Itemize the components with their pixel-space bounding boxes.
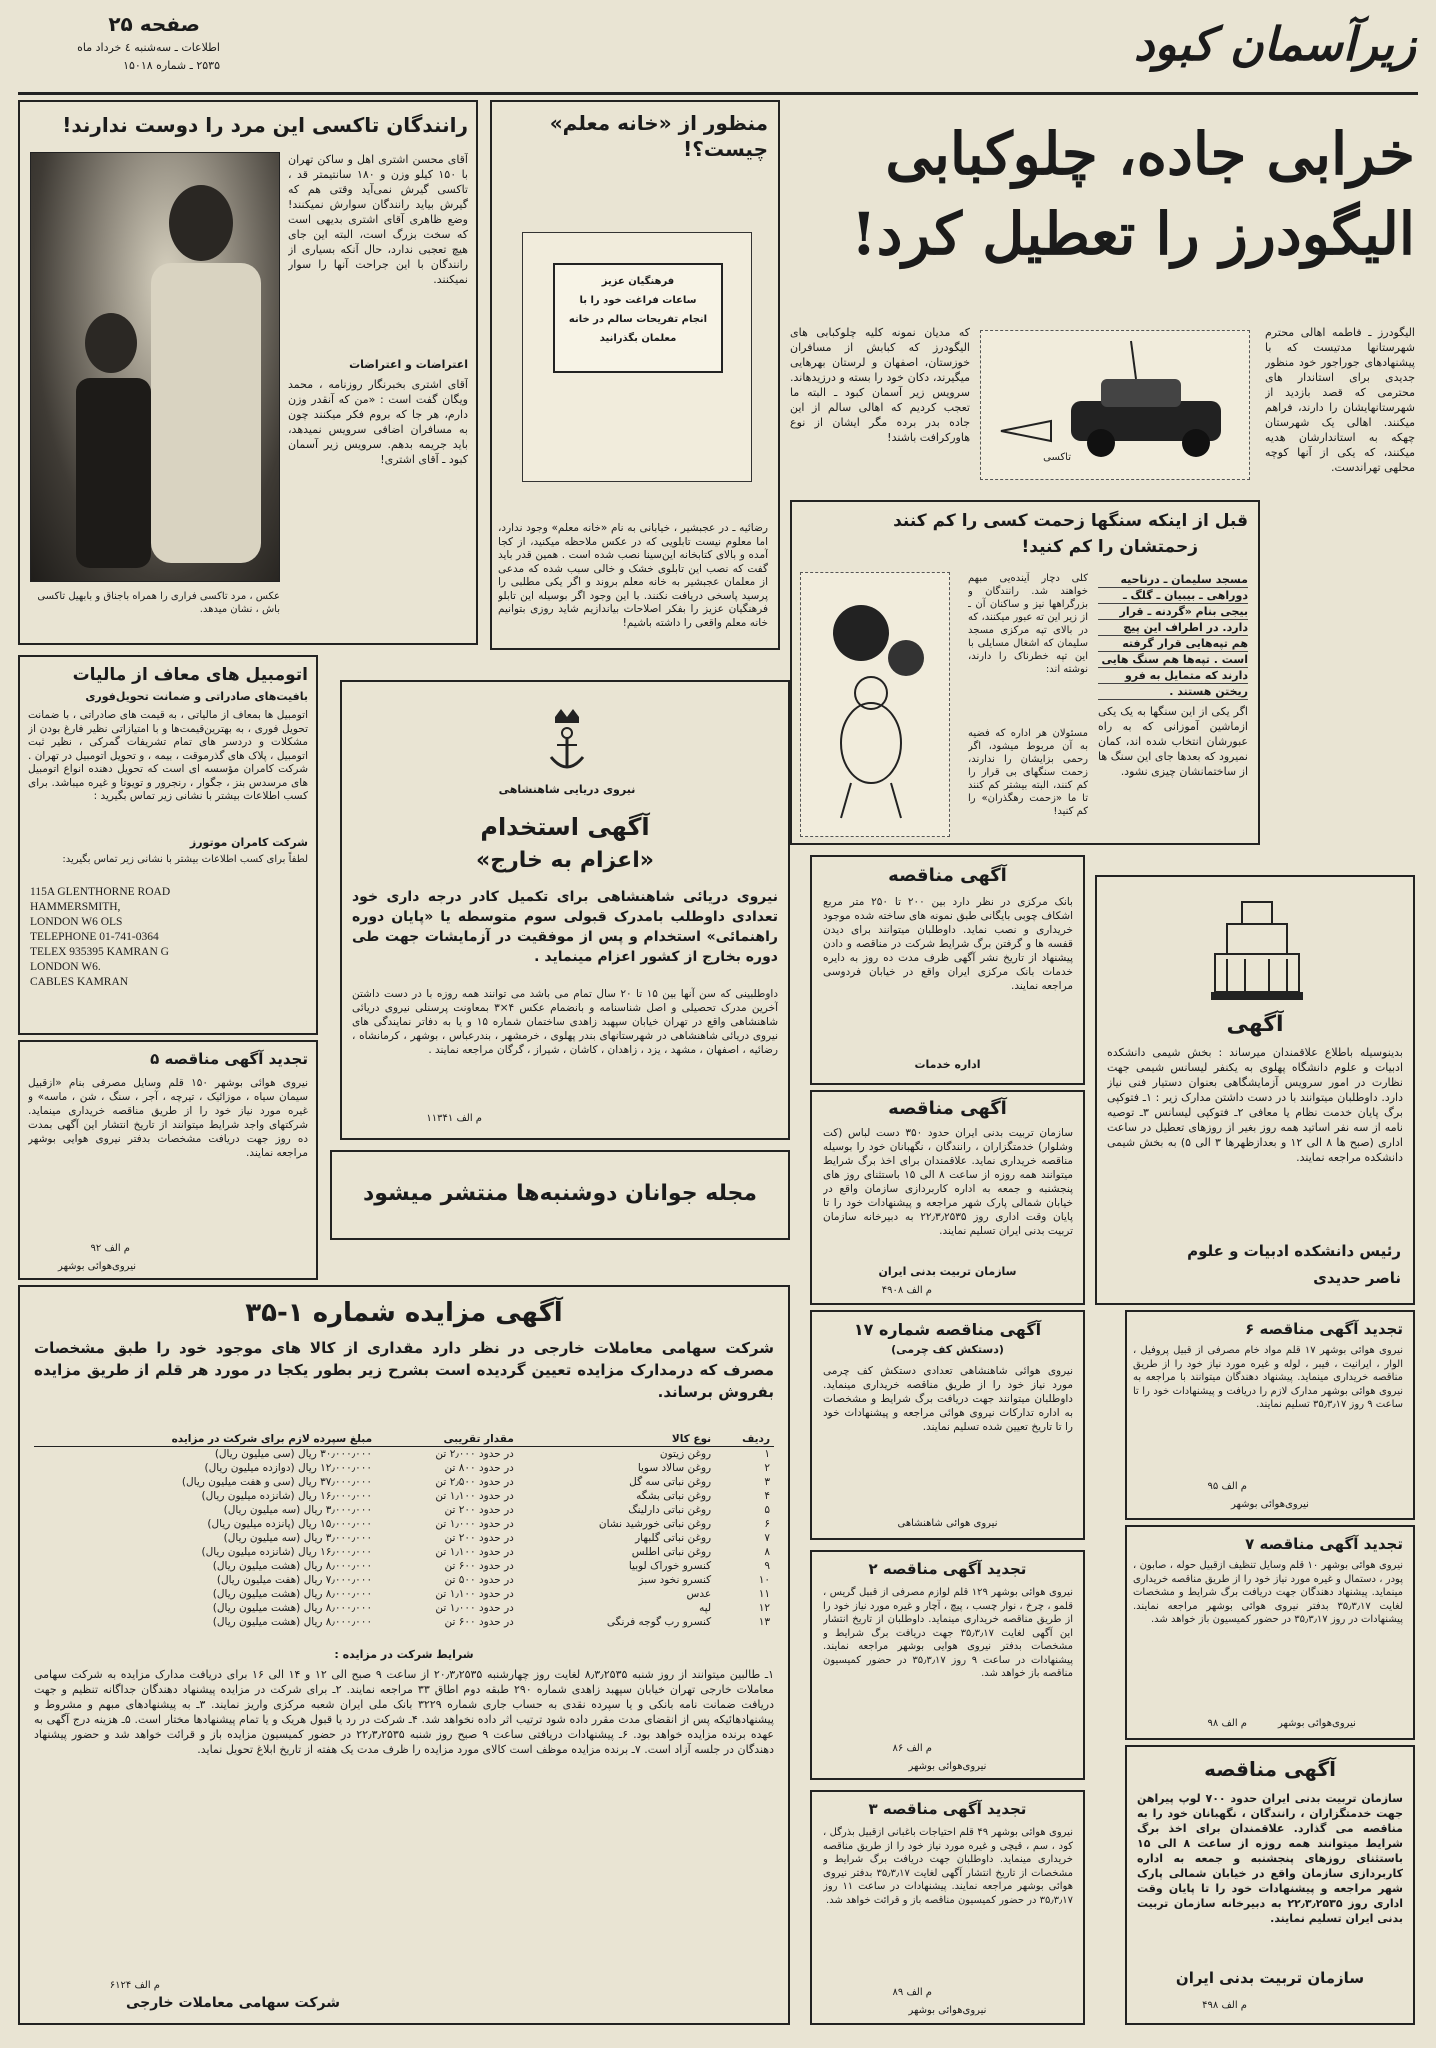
tender17-subhead: (دستکش کف چرمی) xyxy=(891,1343,1004,1356)
table-cell: ۱۰ xyxy=(758,1574,770,1586)
tender-bank xyxy=(810,855,1085,1085)
table-row xyxy=(34,1461,774,1475)
tender17-headline: آگهی مناقصه شماره ۱۷ xyxy=(853,1320,1042,1339)
driver-photo-caption: عکس ، مرد تاکسی فراری را همراه باجناق و بابهیل تاکسی باش ، نشان میدهد. xyxy=(37,591,280,615)
column-header: مقدار تقریبی xyxy=(376,1432,518,1447)
address-line: TELEPHONE 01-741-0364 xyxy=(30,931,159,943)
university-building-icon xyxy=(1207,897,1307,1007)
tender-sport-2 xyxy=(1125,1745,1415,2025)
tender7-body: نیروی هوائی بوشهر ۱۰ قلم وسایل تنظیف ازقبیل حوله ، صابون ، پودر ، دستمال و غیره مورد نیاز خود را از طریق مناقصه خریداری مینماید. پیشنهاد دهندگان جهت دریافت برگ شرایط و مشخصات لغایت ۳۵٫۳٫۱۷ بدفتر نیروی هوائی بوشهر مراجعه نمایند. پیشنهادات در روز ۳۵٫۳٫۱۷ در حضور کمیسیون باز خواهد شد. xyxy=(1133,1560,1403,1625)
masthead xyxy=(0,0,1436,90)
teacher-sign-photo xyxy=(522,232,752,482)
table-cell: روغن نباتی اطلس xyxy=(631,1546,712,1558)
table-cell: لپه xyxy=(699,1602,712,1614)
man-under-rocks-illustration xyxy=(801,573,947,834)
table-cell: در حدود ۲۰۰ تن xyxy=(444,1532,514,1544)
navy-headline: آگهی استخدام xyxy=(480,813,650,841)
driver-photo xyxy=(30,152,280,582)
tender-sport-headline: آگهی مناقصه xyxy=(888,1098,1007,1119)
navy-emblem xyxy=(537,707,597,777)
table-row xyxy=(34,1601,774,1615)
table-row xyxy=(34,1531,774,1545)
anchor-crown-icon xyxy=(537,707,597,777)
tender6-signature: نیروی‌هوائی بوشهر xyxy=(1231,1499,1309,1510)
table-cell: ۴ xyxy=(764,1490,770,1502)
address-line: LONDON W6. xyxy=(30,961,101,973)
table-cell: ۳۰٫۰۰۰٫۰۰۰ ریال (سی میلیون ریال) xyxy=(214,1448,373,1460)
university-signature-2: ناصر حدیدی xyxy=(1313,1269,1401,1287)
table-cell: در حدود ۱٫۱۰۰ تن xyxy=(435,1546,514,1558)
stones-list-item: دارند که متمایل به فرو xyxy=(1098,668,1248,684)
tender3-signature: نیروی‌هوائی بوشهر xyxy=(908,2005,987,2016)
table-cell: ۱۱ xyxy=(758,1588,770,1600)
sign-line: انجام تفریحات سالم در خانه xyxy=(568,314,708,325)
table-cell: ۳٫۰۰۰٫۰۰۰ ریال (سه میلیون ریال) xyxy=(223,1504,373,1516)
table-cell: روغن نباتی خورشید نشان xyxy=(598,1518,712,1530)
car-tax-subhead: بافیت‌های صادراتی و ضمانت تحویل‌فوری xyxy=(85,690,308,703)
table-cell: ۳۷٫۰۰۰٫۰۰۰ ریال (سی و هفت میلیون ریال) xyxy=(181,1476,373,1488)
main-story-col-right: الیگودرز ـ فاطمه اهالی محترم شهرستانها مدتیست که با پیشنهادهای جوراجور خود منظور جدیدی برای استاندار های محترمی که قصد بازدید از شهرستانهایشان را دارند، فراهم میکنند. اهالی یک شهرستان چهکه به استاندارشان هدیه میکنند، که یکی از آنها کوچه محلهی تهراندست. xyxy=(1265,326,1415,474)
table-cell: ۱۲ xyxy=(758,1602,770,1614)
table-cell: ۷٫۰۰۰٫۰۰۰ ریال (هفت میلیون ریال) xyxy=(216,1574,373,1586)
date-line: اطلاعات ـ سه‌شنبه ٤ خرداد ماه xyxy=(77,41,220,54)
stones-list-item: مسجد سلیمان ـ درناحیه xyxy=(1098,572,1248,588)
table-row xyxy=(34,1587,774,1601)
address-line: HAMMERSMITH, xyxy=(30,901,121,913)
car-tax-address xyxy=(30,885,290,990)
table-row xyxy=(34,1503,774,1517)
table-cell: در حدود ۸۰۰ تن xyxy=(444,1462,514,1474)
tender-sport2-signature: سازمان تربیت بدنی ایران xyxy=(1175,1969,1365,1987)
tender-17 xyxy=(810,1310,1085,1540)
renewal-tender-3 xyxy=(810,1790,1085,2025)
auction-table xyxy=(34,1432,774,1629)
table-cell: ۶ xyxy=(764,1518,770,1530)
table-cell: در حدود ۵۰۰ تن xyxy=(444,1574,514,1586)
main-headline-1: خرابی جاده، چلوکبابی xyxy=(885,120,1415,188)
column-header: مبلغ سپرده لازم برای شرکت در مزایده xyxy=(34,1432,376,1447)
tender3-headline: تجدید آگهی مناقصه ۳ xyxy=(868,1800,1027,1818)
tender17-body: نیروی هوائی شاهنشاهی تعدادی دستکش کف چرمی مورد نیاز خود را از طریق مناقصه خریداری مینماید. داوطلبان میتوانند جهت دریافت برگ شرایط و مشخصات به اداره تدارکات نیروی هوائی مراجعه و پیشنهادات خود را تا تاریخ تعیین شده تسلیم نمایند. xyxy=(823,1365,1073,1433)
javanan-notice xyxy=(330,1150,790,1240)
sign-line: فرهنگیان عزیز xyxy=(601,276,675,287)
tender-sport2-headline: آگهی مناقصه xyxy=(1204,1757,1336,1781)
stones-list-item: بیجی بنام «گردنه ـ قرار xyxy=(1098,604,1248,620)
university-headline: آگهی xyxy=(1226,1012,1284,1037)
tender-bank-headline: آگهی مناقصه xyxy=(888,865,1007,886)
car-tax-contact: لطفاً برای کسب اطلاعات بیشتر با نشانی زیر تماس بگیرید: xyxy=(62,854,308,865)
university-signature-1: رئیس دانشکده ادبیات و علوم xyxy=(1187,1242,1401,1260)
stones-list-item: ریختن هستند . xyxy=(1098,684,1248,700)
table-cell: ۱۵٫۰۰۰٫۰۰۰ ریال (پانزده میلیون ریال) xyxy=(207,1518,373,1530)
tender2-headline: تجدید آگهی مناقصه ۲ xyxy=(868,1560,1027,1578)
table-cell: ۱۶٫۰۰۰٫۰۰۰ ریال (شانزده میلیون ریال) xyxy=(201,1490,373,1502)
tender-sport2-ref: م الف ۴۹۸ xyxy=(1202,2000,1247,2011)
stones-headline-2: زحمتشان را کم کنید! xyxy=(1021,537,1198,557)
table-cell: در حدود ۲٫۵۰۰ تن xyxy=(435,1476,514,1488)
tender-sport-ref: م الف ۴۹۰۸ xyxy=(881,1285,932,1296)
stones-side-2: مسئولان هر اداره که فضیه به آن مربوط میشود، اگر رحمی بزایشان را ندارند، زحمت سنگهای بی قرار را کم کنند، البته بیشتر کم کنند تا ما «زحمت رهگذران» را کم کنید! xyxy=(968,728,1088,817)
navy-org: نیروی دریایی شاهنشاهی xyxy=(498,783,636,796)
table-cell: در حدود ۶۰۰ تن xyxy=(444,1560,514,1572)
table-cell: ۸٫۰۰۰٫۰۰۰ ریال (هشت میلیون ریال) xyxy=(212,1560,373,1572)
javanan-text: مجله جوانان دوشنبه‌ها منتشر میشود xyxy=(362,1181,758,1206)
tender7-signature: نیروی‌هوائی بوشهر xyxy=(1278,1718,1356,1729)
table-cell: در حدود ۶۰۰ تن xyxy=(444,1616,514,1628)
university-logo xyxy=(1207,897,1307,1007)
table-cell: در حدود ۱٫۰۰۰ تن xyxy=(435,1518,514,1530)
page-number: صفحه ۲۵ xyxy=(108,12,200,36)
navy-ad xyxy=(340,680,790,1140)
table-cell: روغن نباتی دارلینگ xyxy=(628,1504,712,1516)
table-row xyxy=(34,1545,774,1559)
address-line: TELEX 935395 KAMRAN G xyxy=(30,946,169,958)
sign-line: معلمان بگذرانید xyxy=(599,333,677,344)
tender-sport xyxy=(810,1090,1085,1305)
table-cell: ۷ xyxy=(764,1532,770,1544)
tender5-body: نیروی هوائی بوشهر ۱۵۰ قلم وسایل مصرفی بنام «ازقبیل سیمان سیاه ، موزائیک ، تیرچه ، آجر ، سنگ ، شن ، ماسه» و غیره مورد نیاز خود را از طریق مناقصه خریداری مینماید. شرکتهای واجد شرایط میتوانند از تاریخ انتشار این آگهی بمدت ده روز جهت دریافت مشخصات بدفتر نیروی هوایی بوشهر مراجعه نمایند. xyxy=(28,1077,308,1159)
tender7-ref: م الف ۹۸ xyxy=(1207,1718,1247,1729)
section-title: زیرآسمان کبود xyxy=(1133,17,1416,71)
table-cell: کنسرو رب گوجه فرنگی xyxy=(606,1616,712,1628)
tender-sport2-body: سازمان تربیت بدنی ایران حدود ۷۰۰ لوپ پیراهن جهت خدمتگزاران ، رانندگان ، نگهبانان خود را به مناقصه می گذارد. علاقمندان برای اخذ برگ شرایط میتوانند همه روزه از ساعت ۸ الی ۱۵ باستثنای روزهای پنجشنبه و جمعه به اداره کاربردازی سازمان واقع در خیابان شمالی پارک شهر مراجعه و پیشنهادات خود را تا پایان وقت اداری روز ۲۲٫۳٫۲۵۳۵ به دبیرخانه سازمان تربیت بدنی ایران تسلیم نمایند. xyxy=(1137,1792,1403,1925)
column-header: نوع کالا xyxy=(518,1432,715,1447)
address-line: LONDON W6 OLS xyxy=(30,916,123,928)
auction-signature: شرکت سهامی معاملات خارجی xyxy=(125,1995,340,2011)
sign-line: ساعات فراغت خود را با xyxy=(579,295,697,306)
table-cell: ۳ xyxy=(764,1476,770,1488)
teacher-body: رضائیه ـ در عجبشیر ، خیابانی به نام «خانه معلم» وجود ندارد، اما معلوم نیست تابلویی که در عکس ملاحظه میکنید، از کجا آمده و بالای کتابخانه این‌سینا نصب شده است . همین قدر باید گفت که نصب این تابلوی خشک و خالی سبب شده که مدعی از معلمان عجبشیر به خانه معلم بروند و اگر یکی مطلبی را پرسید پاسخی دریافت نکنند. با این وجود اگر بوسیله این تابلو فرهنگیان عزیز را بفکر اصلاحات بیاندازیم شاید روزی بتوانیم خانه معلم واقعی را داشته باشیم! xyxy=(498,522,768,629)
sign-board xyxy=(553,263,723,373)
tender5-signature: نیروی‌هوائی بوشهر xyxy=(58,1261,136,1272)
navy-lead: نیروی دریائی شاهنشاهی برای تکمیل کادر درجه داری خود تعدادی داوطلب بامدرک قبولی سوم متوسطه یا «پایان دوره راهنمائی» استخدام و پس از موفقیت در آزمایشات جهت طی دوره بخارج از کشور اعزام مینماید . xyxy=(352,889,778,965)
tender6-headline: تجدید آگهی مناقصه ۶ xyxy=(1245,1320,1403,1338)
table-cell: روغن نباتی بشگه xyxy=(636,1490,712,1502)
column-header: ردیف xyxy=(715,1432,774,1447)
stones-list xyxy=(1098,572,1248,784)
table-cell: در حدود ۲٫۰۰۰ تن xyxy=(435,1448,514,1460)
stones-list-item: هم تپه‌هایی قرار گرفته xyxy=(1098,636,1248,652)
auction-conditions: ۱ـ طالبین میتوانند از روز شنبه ۸٫۳٫۲۵۳۵ لغایت روز چهارشنبه ۲۰٫۳٫۲۵۳۵ از ساعت ۹ صبح الی ۱۲ و ۱۴ الی ۱۶ برای دریافت مدارک مزایده به شرکت سهامی معاملات خارجی تهران خیابان سپهبد زاهدی شماره ۲۹۰ طبقه دوم اطاق ۳۳ مراجعه نمایند. ۲ـ برای شرکت در مزایده پیشنهاد دهندگان جداگانه تنظیم و جهت دریافت ضمانت نامه بانکی و یا سپرده نقدی به حساب جاری شماره ۳۲۲۹ بانک ملی ایران شعبه مرکزی واریز نمایند. ۳ـ به پیشنهادهای مبهم و مشروط و پیشنهادهائیکه پس از انقضای مدت مقرر داده شود ترتیب اثر داده نخواهد شد. ۴ـ شرکت در رد یا قبول هریک و یا تمام پیشنهادها مختار است. ۵ـ هزینه درج آگهی به عهده برنده مزایده خواهد بود. ۶ـ پیشنهادات دریافتی ساعت ۹ صبح روز شنبه ۲۲٫۳٫۲۵۳۵ در حضور کمیسیون مزایده باز و قرائت خواهد شد و حضور پیشنهاد دهندگان در جلسه آزاد است. ۷ـ برنده مزایده موظف است کالای مورد مزایده را ظرف مدت یک هفته از تاریخ ابلاغ تحویل نماید. xyxy=(34,1668,774,1756)
stones-body: اگر یکی از این سنگها به یک یکی ازماشین آموزانی که به راه عبورشان انتخاب شده اند، کمان نمیرود که بعدها جای این سنگ ها از ساختمانشان چیزی نشود. xyxy=(1098,705,1248,778)
auction-ref: م الف ۶۱۲۴ xyxy=(109,1980,160,1991)
university-body: بدینوسیله باطلاع علاقمندان میرساند : بخش شیمی دانشکده ادبیات و علوم دانشگاه پهلوی به یکنفر لیسانس شیمی جهت نظارت در امور سرویس آزمایشگاهی بعنوان دستیار فنی نیاز دارد. داوطلبان میتوانند با در دست داشتن مدارک زیر : ۱ـ فتوکپی برگ پایان خدمت نظام یا معافی ۲ـ فتوکپی لیسانس ۳ـ توصیه نامه از سه نفر اساتید همه روز بغیر از روزهای تعطیل در ساعت اداری (صبح ها ۸ الی ۱۲ و بعدازظهرها ۳ الی ۵) به بخش شیمی دانشکده مراجعه نمایند. xyxy=(1107,1046,1403,1164)
tender7-headline: تجدید آگهی مناقصه ۷ xyxy=(1245,1535,1403,1553)
tender2-signature: نیروی‌هوائی بوشهر xyxy=(908,1761,987,1772)
table-cell: ۱۳ xyxy=(758,1616,770,1628)
tender6-body: نیروی هوائی بوشهر ۱۷ قلم مواد خام مصرفی از قبیل پروفیل ، الوار ، ایرانیت ، فیبر ، لوله و غیره مورد نیاز خود را از طریق مناقصه خریداری مینماید. پیشنهاد دهندگان میتوانند با مراجعه به نیروی هوائی بوشهر مدارک لازم را دریافت و پیشنهادات خود را تا ساعت ۹ روز ۳۵٫۳٫۱۷ تسلیم نمایند. xyxy=(1133,1345,1403,1410)
table-row xyxy=(34,1447,774,1462)
renewal-tender-7 xyxy=(1125,1525,1415,1740)
tender3-ref: م الف ۸۹ xyxy=(892,1987,932,1998)
table-cell: ۸٫۰۰۰٫۰۰۰ ریال (هشت میلیون ریال) xyxy=(212,1602,373,1614)
tender5-ref: م الف ۹۲ xyxy=(90,1243,130,1254)
table-cell: ۹ xyxy=(764,1560,770,1572)
table-cell: ۳٫۰۰۰٫۰۰۰ ریال (سه میلیون ریال) xyxy=(223,1532,373,1544)
teacher-house-story xyxy=(490,100,780,650)
tender17-signature: نیروی هوائی شاهنشاهی xyxy=(897,1518,998,1529)
driver-body: آقای محسن اشتری اهل و ساکن تهران با ۱۵۰ کیلو وزن و ۱۸۰ سانتیمتر قد ، تاکسی گیرش نمی‌آید وقتی هم که گیرش بیاید رانندگان سوارش نمیکنند! وضع ظاهری آقای اشتری بدیهی است که سخت بزرگ است، البته این جای هیچ تعجبی ندارد، حال آنکه بسیاری از رانندگان با این جراحت آنها را سوار نمیکنند. xyxy=(288,153,468,286)
driver-story xyxy=(18,100,478,645)
car-tax-company: شرکت کامران موتورز xyxy=(189,836,308,849)
tender-bank-signature: اداره خدمات xyxy=(914,1058,981,1071)
renewal-tender-6 xyxy=(1125,1310,1415,1520)
stones-story xyxy=(790,500,1260,845)
auction-items-table xyxy=(34,1432,774,1629)
tender-sport-body: سازمان تربیت بدنی ایران حدود ۳۵۰ دست لباس (کت وشلوار) خدمتگزاران ، رانندگان ، نگهبانان خود را بوسیله مناقصه خریداری نماید. علاقمندان برای اخذ برگ شرایط میتوانند همه روزه از ساعت ۸ الی ۱۵ باستثنای روز های پنجشنبه و جمعه به اداره کاربردازی سازمان واقع در خیابان شمالی پارک شهر مراجعه و پیشنهادات خود را تا پایان وقت اداری روز ۲۲٫۳٫۲۵۳۵ به دبیرخانه سازمان تربیت بدنی ایران تسلیم نمایند. xyxy=(823,1127,1073,1237)
table-cell: در حدود ۱٫۰۰۰ تن xyxy=(435,1602,514,1614)
navy-ref: م الف ۱۱۳۴۱ xyxy=(426,1113,482,1124)
tender3-body: نیروی هوائی بوشهر ۴۹ قلم احتیاجات باغبانی ازقبیل بذرگل ، کود ، سم ، قیچی و غیره مورد نیاز خود را از طریق مناقصه خریداری مینماید. داوطلبان جهت دریافت برگ شرایط و مشخصات از تاریخ انتشار آگهی لغایت ۳۵٫۳٫۱۷ بدفتر نیروی هوائی بوشهر مراجعه نمایند. پیشنهادات در ساعت ۱۱ روز ۳۵٫۳٫۱۷ در حضور کمیسیون مناقصه باز و قرائت خواهد شد. xyxy=(823,1827,1073,1906)
car-tax-headline: اتومبیل های معاف از مالیات xyxy=(72,665,308,685)
stones-list-item: دوراهی ـ بیبیان ـ گلگ ـ xyxy=(1098,588,1248,604)
tender6-ref: م الف ۹۵ xyxy=(1207,1481,1247,1492)
stones-headline-1: قبل از اینکه سنگها زحمت کسی را کم کنند xyxy=(893,511,1248,531)
stones-side: کلی دچار آینده‌یی مبهم خواهند شد. رانندگان و بزرگراهها نیز و ساکنان آن ـ از زیر این ته عبور میکنند، که در بالای تپه مرکزی مسجد سلیمان که اشغال مسایلی با این تپه خطرناک را دارند، نوشته اند: xyxy=(968,573,1088,675)
table-cell: ۵ xyxy=(764,1504,770,1516)
tender-bank-body: بانک مرکزی در نظر دارد بین ۲۰۰ تا ۲۵۰ متر مربع اشکاف چوبی بایگانی طبق نمونه های ساخته شده موجود خریداری و نصب نماید. داوطلبان میتوانند برای دیدن قفسه ها و گرفتن برگ شرایط شرکت در مناقصه و دادن پیشنهاد از تاریخ نشر آگهی ظرف مدت ده روز به دایره خدمات بانک مرکزی ایران واقع در خیابان فردوسی مراجعه نمایند. xyxy=(823,896,1073,992)
main-headline-2: الیگودرز را تعطیل کرد! xyxy=(851,200,1415,268)
table-row xyxy=(34,1475,774,1489)
table-cell: در حدود ۱٫۱۰۰ تن xyxy=(435,1588,514,1600)
cartoon-caption: تاکسی xyxy=(1043,452,1071,463)
table-cell: روغن زیتون xyxy=(659,1448,712,1460)
table-cell: کنسرو نخود سبز xyxy=(638,1574,712,1586)
table-row xyxy=(34,1615,774,1629)
stones-list-item: است . تپه‌ها هم سنگ هایی xyxy=(1098,652,1248,668)
table-cell: روغن نباتی سه گل xyxy=(629,1476,712,1488)
stones-cartoon xyxy=(800,572,950,837)
tender5-headline: تجدید آگهی مناقصه ۵ xyxy=(150,1050,308,1068)
car-tax-ad xyxy=(18,655,318,1035)
table-cell: ۱۶٫۰۰۰٫۰۰۰ ریال (شانزده میلیون ریال) xyxy=(201,1546,373,1558)
renewal-tender-2 xyxy=(810,1550,1085,1780)
teacher-headline: منظور از «خانه معلم» چیست؟! xyxy=(549,111,768,161)
auction-ad xyxy=(18,1285,790,2025)
table-cell: ۲ xyxy=(764,1462,770,1474)
address-line: CABLES KAMRAN xyxy=(30,976,129,988)
address-line: 115A GLENTHORNE ROAD xyxy=(30,886,171,898)
masthead-rule xyxy=(18,92,1418,95)
table-cell: ۸٫۰۰۰٫۰۰۰ ریال (هشت میلیون ریال) xyxy=(212,1616,373,1628)
table-row xyxy=(34,1559,774,1573)
navy-subhead: «اعزام به خارج» xyxy=(476,848,654,873)
table-cell: ۱۲٫۰۰۰٫۰۰۰ ریال (دوازده میلیون ریال) xyxy=(204,1462,373,1474)
table-cell: ۸٫۰۰۰٫۰۰۰ ریال (هشت میلیون ریال) xyxy=(212,1588,373,1600)
tender2-ref: م الف ۸۶ xyxy=(892,1743,932,1754)
navy-body: داوطلبینی که سن آنها بین ۱۵ تا ۲۰ سال تمام می باشد می توانند همه روزه با در دست داشتن آخرین مدرک تحصیلی و اصل شناسنامه و بانضمام عکس ۴×۳ بمعاونت پرسنلی نیروی دریائی شاهنشاهی واقع در تهران خیابان سپهبد زاهدی ساختمان شماره ۱۵ و یا به دفاتر نمایندگی های نیروی دریائی شاهنشاهی در شهرستانهای بندر پهلوی ، خرمشهر ، بندرعباس ، بوشهر ، کرمانشاه ، رضائیه ، اصفهان ، مشهد ، یزد ، زاهدان ، کاشان ، شیراز ، گرگان مراجعه نمایند . xyxy=(352,988,778,1056)
table-cell: در حدود ۱٫۱۰۰ تن xyxy=(435,1490,514,1502)
auction-conditions-title: شرایط شرکت در مزایده : xyxy=(334,1648,474,1661)
table-cell: در حدود ۲۰۰ تن xyxy=(444,1504,514,1516)
table-cell: کنسرو خوراک لوبیا xyxy=(628,1560,712,1572)
tender-sport-signature: سازمان تربیت بدنی ایران xyxy=(878,1265,1017,1278)
auction-intro: شرکت سهامی معاملات خارجی در نظر دارد مقداری از کالا های موجود خود را طبق مشخصات مصرف که درمدارک مزایده تعیین گردیده است بشرح زیر بطور یکجا در مورد هر قلم از طریق مزایده بفروش برساند. xyxy=(34,1339,774,1401)
table-cell: روغن سالاد سویا xyxy=(637,1462,712,1474)
driver-subheading: اعتراضات و اعتراضات xyxy=(349,358,468,371)
driver-body-2: آقای اشتری بخبرنگار روزنامه ، محمد ویگان گفت است : «من که آنقدر وزن دارم، هر جا که بروم فکر میکنند چون به مسافران اضافی سرویس نمیدهد، باید جریمه بدهم. سرویس زیر آسمان کبود ـ آقای اشتری! xyxy=(288,378,468,466)
tender2-body: نیروی هوائی بوشهر ۱۲۹ قلم لوازم مصرفی از قبیل گریس ، قلمو ، چرخ ، نوار چسب ، پیچ ، آچار و غیره مورد نیاز خود را از طریق مناقصه خریداری مینماید. داوطلبان از تاریخ انتشار این آگهی لغایت ۳۵٫۳٫۱۷ جهت دریافت برگ شرایط و مشخصات بدفتر نیروی هوایی بوشهر مراجعه نمایند. پیشنهادات در ساعت ۹ روز ۳۵٫۳٫۱۷ در حضور کمیسیون مناقصه باز خواهد شد. xyxy=(823,1587,1073,1679)
table-cell: ۱ xyxy=(764,1448,770,1460)
table-cell: روغن نباتی گلبهار xyxy=(635,1532,712,1544)
main-story-col-left: که مدیان نمونه کلیه چلوکبابی های الیگودرز که کبابش از مسافران خوزستان، اصفهان و لرستان بهرهایی میگیرند، دکان خود را بسته و درزیدهاند. سرویس زیر آسمان کبود ـ البته ما تعجب کردیم که اهالی سالم از این جاده بدر برده مگر ایشان از نوع هاورکرافت باشند! xyxy=(790,326,970,444)
stones-list-item: دارد. در اطراف این پیچ xyxy=(1098,620,1248,636)
auction-headline: آگهی مزایده شماره ۱-۳۵ xyxy=(245,1298,563,1328)
table-cell: عدس xyxy=(686,1588,712,1600)
table-row xyxy=(34,1573,774,1587)
table-row xyxy=(34,1489,774,1503)
table-row xyxy=(34,1517,774,1531)
car-tax-body: اتومبیل ها بمعاف از مالیاتی ، به قیمت های صادراتی ، با ضمانت تحویل فوری ، به بهترین‌قیمت‌ها و با امتیازاتی نظیر فارغ بودن از مشکلات و دردسر های تمام تشریفات گمرکی ، نظیر ثبت اتومبیل ، پلاک های گذرموقت ، بیمه ، و تحویل اتومبیل در تهران . شرکت کامران مؤسسه ای است که تحویل دهنده انواع اتومبیل های مرسدس بنز ، جگوار ، رنجرور و تویوتا و غیره میباشد. برای کسب اطلاعات بیشتر با نشانی زیر تماس بگیرید : xyxy=(28,709,308,802)
table-cell: ۸ xyxy=(764,1546,770,1558)
car-cartoon xyxy=(980,330,1250,480)
two-men-photo xyxy=(31,153,279,581)
issue-line: ۲۵۳۵ ـ شماره ۱۵۰۱۸ xyxy=(123,59,220,72)
university-ad xyxy=(1095,875,1415,1305)
table-header-row xyxy=(34,1432,774,1447)
driver-headline: رانندگان تاکسی این مرد را دوست ندارند! xyxy=(62,113,468,137)
renewal-tender-5 xyxy=(18,1040,318,1280)
